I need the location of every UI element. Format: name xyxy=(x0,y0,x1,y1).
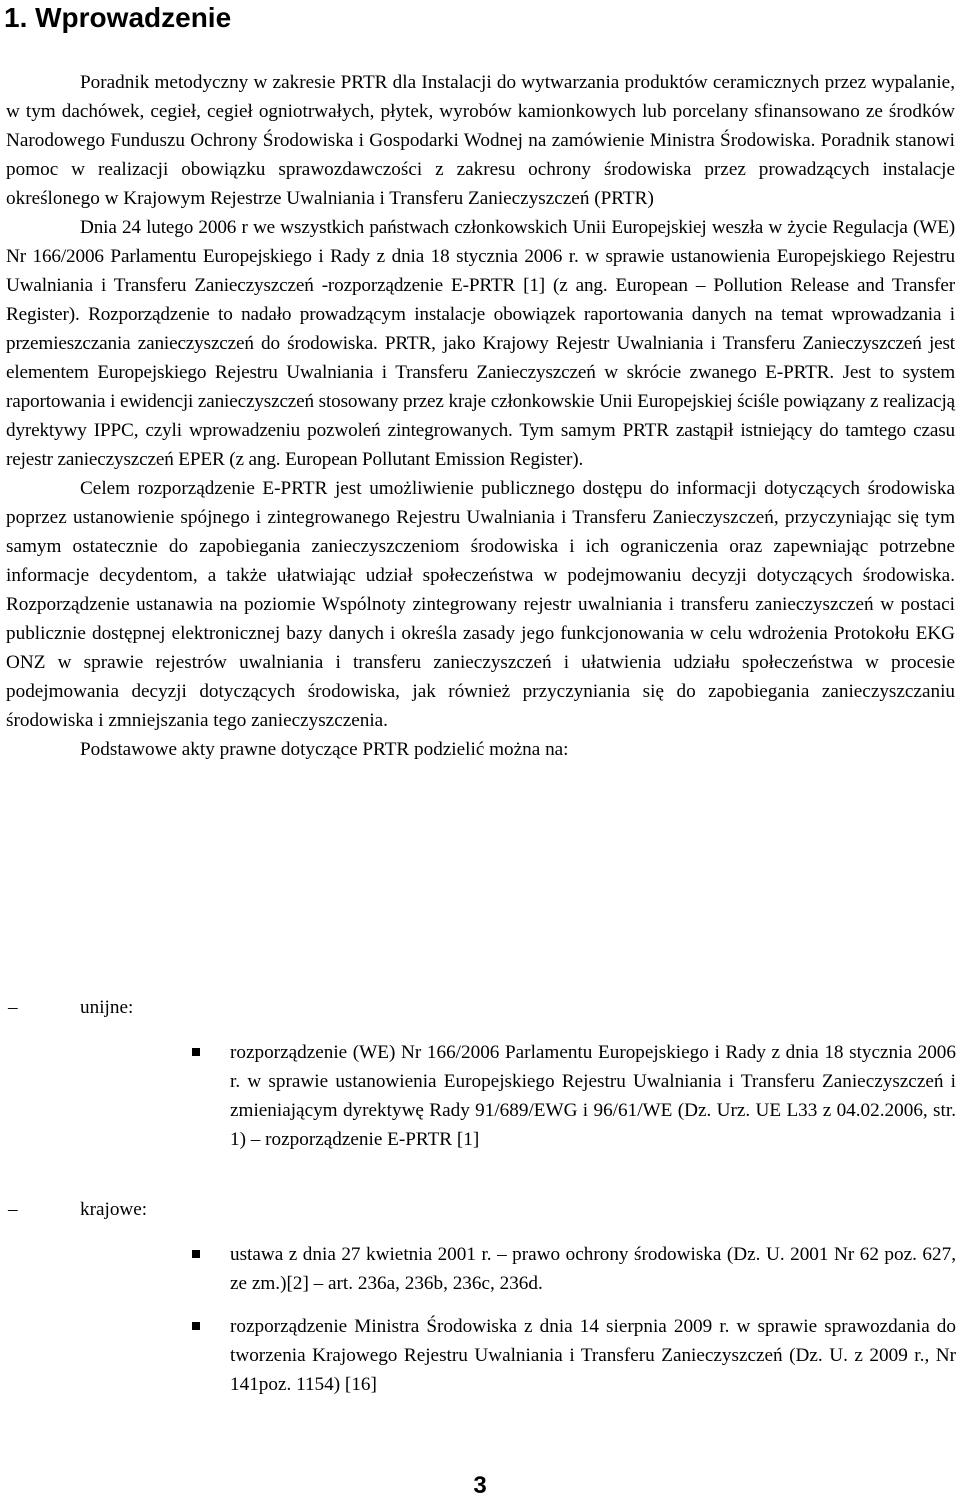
dash-marker: – xyxy=(8,997,18,1018)
list-item-text: rozporządzenie (WE) Nr 166/2006 Parlamentu Europejskiego i Rady z dnia 18 stycznia 2006 r. w sprawie ustanowienia Europejskiego Rejestru Uwalniania i Transferu Zanieczyszczeń i zmieniającym dyrektywę Rady 91/689/EWG i 96/61/WE (Dz. Urz. UE L33 z 04.02.2006, str. 1) – rozporządzenie E-PRTR [1] xyxy=(230,1042,956,1150)
paragraph-purpose: Celem rozporządzenie E-PRTR jest umożliwienie publicznego dostępu do informacji dotyczących środowiska poprzez ustanowienie spójnego i zintegrowanego Rejestru Uwalniania i Transferu Zanieczyszczeń, przyczyniając się tym samym ostatecznie do zapobiegania zanieczyszczeniom środowiska i ich ograniczenia oraz zapewniając potrzebne informacje decydentom, a także ułatwiając udział społeczeństwa w podejmowaniu decyzji dotyczących środowiska. Rozporządzenie ustanawia na poziomie Wspólnoty zintegrowany rejestr uwalniania i transferu zanieczyszczeń w postaci publicznie dostępnej elektronicznej bazy danych i określa zasady jego funkcjonowania w celu wdrożenia Protokołu EKG ONZ w sprawie rejestrów uwalniania i transferu zanieczyszczeń i ułatwienia udziału społeczeństwa w procesie podejmowania decyzji dotyczących środowiska, jak również przyczyniania się do zapobiegania zanieczyszczaniu środowiska i zmniejszania tego zanieczyszczenia. xyxy=(6,478,955,731)
category-label: krajowe: xyxy=(80,1199,148,1220)
paragraph-intro: Poradnik metodyczny w zakresie PRTR dla Instalacji do wytwarzania produktów ceramicznych przez wypalanie, w tym dachówek, cegieł, cegieł ogniotrwałych, płytek, wyrobów kamionkowych lub porcelany sfinansowano ze środków Narodowego Funduszu Ochrony Środowiska i Gospodarki Wodnej na zamówienie Ministra Środowiska. Poradnik stanowi pomoc w realizacji obowiązku sprawozdawczości z zakresu ochrony środowiska przez prowadzących instalacje określonego w Krajowym Rejestrze Uwalniania i Transferu Zanieczyszczeń (PRTR) xyxy=(6,72,955,209)
list-item-text: rozporządzenie Ministra Środowiska z dnia 14 sierpnia 2009 r. w sprawie sprawozdania do tworzenia Krajowego Rejestru Uwalniania i Transferu Zanieczyszczeń (Dz. U. z 2009 r., Nr 141poz. 1154) [16] xyxy=(230,1316,956,1395)
category-eu xyxy=(8,993,133,1022)
list-item xyxy=(230,1312,956,1399)
section-heading: 1. Wprowadzenie xyxy=(4,2,232,33)
category-national xyxy=(8,1195,147,1224)
dash-marker: – xyxy=(8,1199,18,1220)
list-item-text: ustawa z dnia 27 kwietnia 2001 r. – prawo ochrony środowiska (Dz. U. 2001 Nr 62 poz. 627, ze zm.)[2] – art. 236a, 236b, 236c, 236d. xyxy=(230,1244,956,1294)
category-label: unijne: xyxy=(80,997,134,1018)
list-item xyxy=(230,1240,956,1298)
page-number: 3 xyxy=(473,1472,487,1499)
list-item xyxy=(230,1038,956,1154)
paragraph-e-prtr: Dnia 24 lutego 2006 r we wszystkich państwach członkowskich Unii Europejskiej weszła w życie Regulacja (WE) Nr 166/2006 Parlamentu Europejskiego i Rady z dnia 18 stycznia 2006 r. w sprawie ustanowienia Europejskiego Rejestru Uwalniania i Transferu Zanieczyszczeń -rozporządzenie E-PRTR [1] (z ang. European – Pollution Release and Transfer Register). Rozporządzenie to nadało prowadzącym instalacje obowiązek raportowania danych na temat wprowadzania i przemieszczania zanieczyszczeń do środowiska. PRTR, jako Krajowy Rejestr Uwalniania i Transferu Zanieczyszczeń jest elementem Europejskiego Rejestru Uwalniania i Transferu Zanieczyszczeń w skrócie zwanego E-PRTR. Jest to system raportowania i ewidencji zanieczyszczeń stosowany przez kraje członkowskie Unii Europejskiej ściśle powiązany z realizacją dyrektywy IPPC, czyli wprowadzeniu pozwoleń zintegrowanych. Tym samym PRTR zastąpił istniejący do tamtego czasu rejestr zanieczyszczeń EPER (z ang. European Pollutant Emission Register). xyxy=(6,217,955,470)
paragraph-legal-acts: Podstawowe akty prawne dotyczące PRTR podzielić można na: xyxy=(80,739,569,760)
body-text xyxy=(6,68,955,764)
